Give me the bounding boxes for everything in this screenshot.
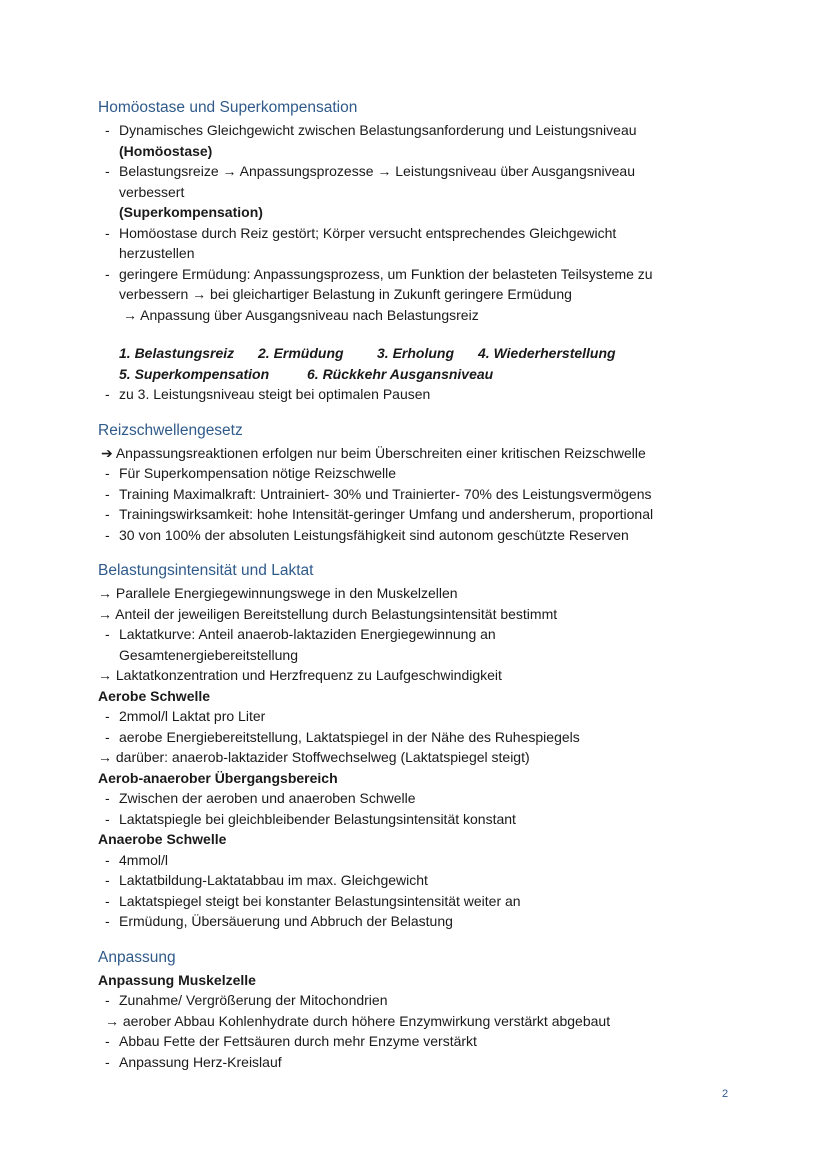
list-item: - Laktatspiegel steigt bei konstanter Belastungsintensität weiter an (98, 891, 738, 912)
subheading-aerobe-schwelle: Aerobe Schwelle (98, 687, 211, 704)
phase-step: 6. Rückkehr Ausgansniveau (307, 365, 494, 382)
list-item: - 4mmol/l (98, 850, 738, 871)
list-item: - Laktatbildung-Laktatabbau im max. Gleichgewicht (98, 870, 738, 891)
list-item-continuation: → Anpassung über Ausgangsniveau nach Belastungsreiz (123, 306, 479, 323)
section-heading-homoeostase: Homöostase und Superkompensation (98, 99, 358, 116)
list-item: - Für Superkompensation nötige Reizschwelle (98, 463, 738, 484)
list-item: - aerobe Energiebereitstellung, Laktatspiegel in der Nähe des Ruhespiegels (98, 727, 738, 748)
list-item-continuation: verbessert (119, 183, 185, 200)
phase-step: 2. Ermüdung (258, 345, 344, 361)
page-number: 2 (722, 1088, 729, 1100)
list-item-arrow: → aerober Abbau Kohlenhydrate durch höhere Enzymwirkung verstärkt abgebaut (105, 1012, 611, 1029)
list-item-arrow: → Parallele Energiegewinnungswege in den Muskelzellen (98, 585, 458, 601)
list-item-arrow: ➔ Anpassungsreaktionen erfolgen nur beim Überschreiten einer kritischen Reizschwelle (101, 444, 646, 461)
phase-step: 1. Belastungsreiz (119, 345, 235, 361)
phase-steps-row-2 (98, 364, 738, 385)
section-heading-anpassung: Anpassung (98, 948, 176, 966)
subheading-anaerobe-schwelle: Anaerobe Schwelle (98, 831, 227, 847)
subheading-anpassung-muskelzelle: Anpassung Muskelzelle (98, 971, 256, 988)
section-heading-belastungsintensitaet: Belastungsintensität und Laktat (98, 562, 314, 579)
list-item: - 30 von 100% der absoluten Leistungsfähigkeit sind autonom geschützte Reserven (98, 525, 738, 546)
list-item: - Training Maximalkraft: Untrainiert- 30% und Trainierter- 70% des Leistungsvermögens (98, 484, 738, 505)
list-item: - Zwischen der aeroben und anaeroben Schwelle (98, 788, 738, 809)
list-item: - Dynamisches Gleichgewicht zwischen Belastungsanforderung und Leistungsniveau (98, 120, 738, 141)
term-label: (Superkompensation) (119, 204, 263, 220)
list-item-arrow: → Anteil der jeweiligen Bereitstellung durch Belastungsintensität bestimmt (98, 605, 558, 622)
list-item-continuation: verbessern → bei gleichartiger Belastung in Zukunft geringere Ermüdung (119, 286, 572, 302)
phase-step: 3. Erholung (377, 345, 454, 361)
list-item: - Homöostase durch Reiz gestört; Körper versucht entsprechendes Gleichgewicht (98, 223, 738, 244)
phase-step: 4. Wiederherstellung (478, 345, 616, 361)
list-item: - Anpassung Herz-Kreislauf (98, 1052, 738, 1073)
list-item-arrow: → darüber: anaerob-laktazider Stoffwechselweg (Laktatspiegel steigt) (98, 749, 530, 765)
list-item: - geringere Ermüdung: Anpassungsprozess, um Funktion der belasteten Teilsysteme zu (98, 264, 738, 285)
list-item-arrow: → Laktatkonzentration und Herzfrequenz zu Laufgeschwindigkeit (98, 667, 502, 683)
section-heading-reizschwellengesetz: Reizschwellengesetz (98, 421, 243, 439)
list-item: - Laktatkurve: Anteil anaerob-laktaziden Energiegewinnung an (98, 624, 738, 645)
list-item-continuation: herzustellen (119, 245, 195, 261)
list-item: - Abbau Fette der Fettsäuren durch mehr Enzyme verstärkt (98, 1031, 738, 1052)
document-page (98, 98, 738, 1072)
list-item: - Belastungsreize → Anpassungsprozesse → Leistungsniveau über Ausgangsniveau (98, 161, 738, 182)
list-item: - Trainingswirksamkeit: hohe Intensität-geringer Umfang und andersherum, proportional (98, 504, 738, 525)
list-item: - zu 3. Leistungsniveau steigt bei optimalen Pausen (98, 384, 738, 405)
list-item: - 2mmol/l Laktat pro Liter (98, 706, 738, 727)
term-label: (Homöostase) (119, 142, 213, 159)
subheading-uebergangsbereich: Aerob-anaerober Übergangsbereich (98, 769, 338, 786)
phase-steps-row-1 (98, 343, 738, 364)
list-item-continuation: Gesamtenergiebereitstellung (119, 646, 298, 663)
list-item: - Zunahme/ Vergrößerung der Mitochondrien (98, 990, 738, 1011)
list-item: - Laktatspiegle bei gleichbleibender Belastungsintensität konstant (98, 809, 738, 830)
list-item: - Ermüdung, Übersäuerung und Abbruch der Belastung (98, 911, 738, 932)
phase-step: 5. Superkompensation (119, 365, 270, 382)
